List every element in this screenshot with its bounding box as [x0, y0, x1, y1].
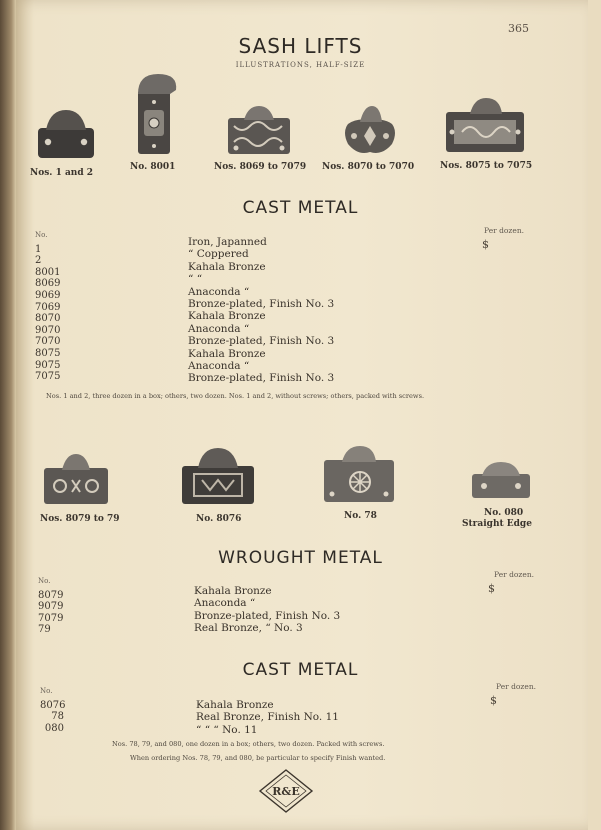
no-header-2: No.: [38, 577, 51, 585]
item-description: Real Bronze, “ No. 3: [194, 622, 303, 635]
maker-logo: [258, 768, 314, 818]
section-title-cast-metal-1: CAST METAL: [242, 198, 359, 218]
maker-logo-text: R&E: [272, 785, 300, 798]
item-description: Anaconda “: [194, 597, 256, 610]
number-column-3: [40, 686, 64, 734]
item-description: Bronze-plated, Finish No. 3: [188, 298, 335, 311]
description-column-1: [188, 236, 334, 385]
number-column-2: [38, 576, 63, 636]
packing-note-2: Nos. 78, 79, and 080, one dozen in a box; others, two dozen. Packed with screws.: [112, 740, 385, 748]
price-dollar-2: $: [488, 582, 495, 595]
sash-lift-8001-illustration: [134, 72, 180, 158]
item-number: 8076: [40, 699, 66, 711]
sash-lift-080-illustration: [470, 460, 532, 502]
item-number: 78: [51, 711, 64, 723]
sash-lift-78-illustration: [322, 444, 396, 506]
ordering-note: When ordering Nos. 78, 79, and 080, be particular to specify Finish wanted.: [130, 754, 386, 762]
item-description: “ “ “ No. 11: [196, 723, 258, 736]
item-description: Anaconda “: [188, 322, 250, 335]
item-description: Anaconda “: [188, 360, 250, 373]
page-subtitle: ILLUSTRATIONS, HALF-SIZE: [235, 61, 366, 69]
price-dollar-1: $: [482, 238, 489, 251]
caption-nos-8069-to-7079: Nos. 8069 to 7079: [214, 162, 307, 172]
item-number: 79: [38, 624, 51, 636]
item-description: Kahala Bronze: [194, 585, 272, 597]
item-description: “ “: [188, 273, 203, 286]
item-description: Kahala Bronze: [196, 699, 274, 711]
item-number: 8075: [35, 347, 61, 359]
caption-no-080: No. 080: [484, 508, 524, 518]
caption-straight-edge: Straight Edge: [462, 519, 532, 529]
sash-lift-nos-1-2-illustration: [36, 108, 96, 164]
page-title: SASH LIFTS: [238, 34, 363, 58]
item-description: Bronze-plated, Finish No. 3: [188, 372, 335, 385]
caption-no-8001: No. 8001: [130, 162, 176, 172]
sash-lift-8076-illustration: [180, 446, 256, 508]
section-title-cast-metal-2: CAST METAL: [242, 660, 359, 680]
item-number: 8001: [35, 266, 61, 278]
sash-lift-8070-illustration: [340, 102, 400, 158]
per-dozen-label-3: Per dozen.: [496, 682, 537, 691]
no-header-3: No.: [40, 687, 53, 695]
per-dozen-label-1: Per dozen.: [484, 226, 525, 235]
item-number: 8069: [35, 278, 61, 290]
sash-lift-8075-illustration: [444, 96, 526, 156]
no-header-1: No.: [35, 231, 48, 239]
sash-lift-8069-illustration: [226, 104, 292, 158]
item-description: “ Coppered: [188, 248, 249, 261]
item-number: 2: [35, 255, 42, 267]
page-number: 365: [508, 22, 529, 35]
description-column-2: [194, 585, 340, 635]
item-number: 7075: [35, 371, 61, 383]
item-number: 080: [44, 722, 64, 734]
item-description: Real Bronze, Finish No. 11: [196, 711, 339, 724]
book-spine: [0, 0, 16, 830]
description-column-3: [196, 699, 339, 736]
price-dollar-3: $: [490, 694, 497, 707]
section-title-wrought-metal: WROUGHT METAL: [218, 548, 383, 568]
number-column-1: [35, 230, 60, 383]
sash-lift-8079-illustration: [42, 452, 110, 508]
item-description: Bronze-plated, Finish No. 3: [194, 609, 341, 622]
item-description: Kahala Bronze: [188, 310, 266, 323]
item-description: Iron, Japanned: [188, 236, 267, 248]
item-number: 9069: [35, 289, 61, 301]
caption-no-8076: No. 8076: [196, 514, 242, 524]
caption-no-78: No. 78: [344, 511, 377, 521]
per-dozen-label-2: Per dozen.: [494, 570, 535, 579]
packing-note-1: Nos. 1 and 2, three dozen in a box; others, two dozen. Nos. 1 and 2, without screws; others, packed with screws.: [46, 392, 425, 400]
item-number: 7069: [35, 301, 61, 313]
item-description: Anaconda “: [188, 285, 250, 298]
item-number: 9075: [35, 359, 61, 371]
item-number: 1: [35, 243, 42, 255]
item-number: 7070: [35, 336, 61, 348]
item-number: 9079: [38, 601, 64, 613]
item-number: 9070: [35, 324, 61, 336]
caption-nos-8070-to-7070: Nos. 8070 to 7070: [322, 162, 415, 172]
item-number: 7079: [38, 612, 64, 624]
item-description: Kahala Bronze: [188, 260, 266, 273]
caption-nos-8075-to-7075: Nos. 8075 to 7075: [440, 161, 533, 171]
item-number: 8070: [35, 313, 61, 325]
item-description: Kahala Bronze: [188, 347, 266, 360]
item-description: Bronze-plated, Finish No. 3: [188, 335, 335, 348]
caption-nos-1-and-2: Nos. 1 and 2: [30, 168, 94, 178]
caption-nos-8079-to-79: Nos. 8079 to 79: [40, 514, 120, 524]
item-number: 8079: [38, 589, 64, 601]
